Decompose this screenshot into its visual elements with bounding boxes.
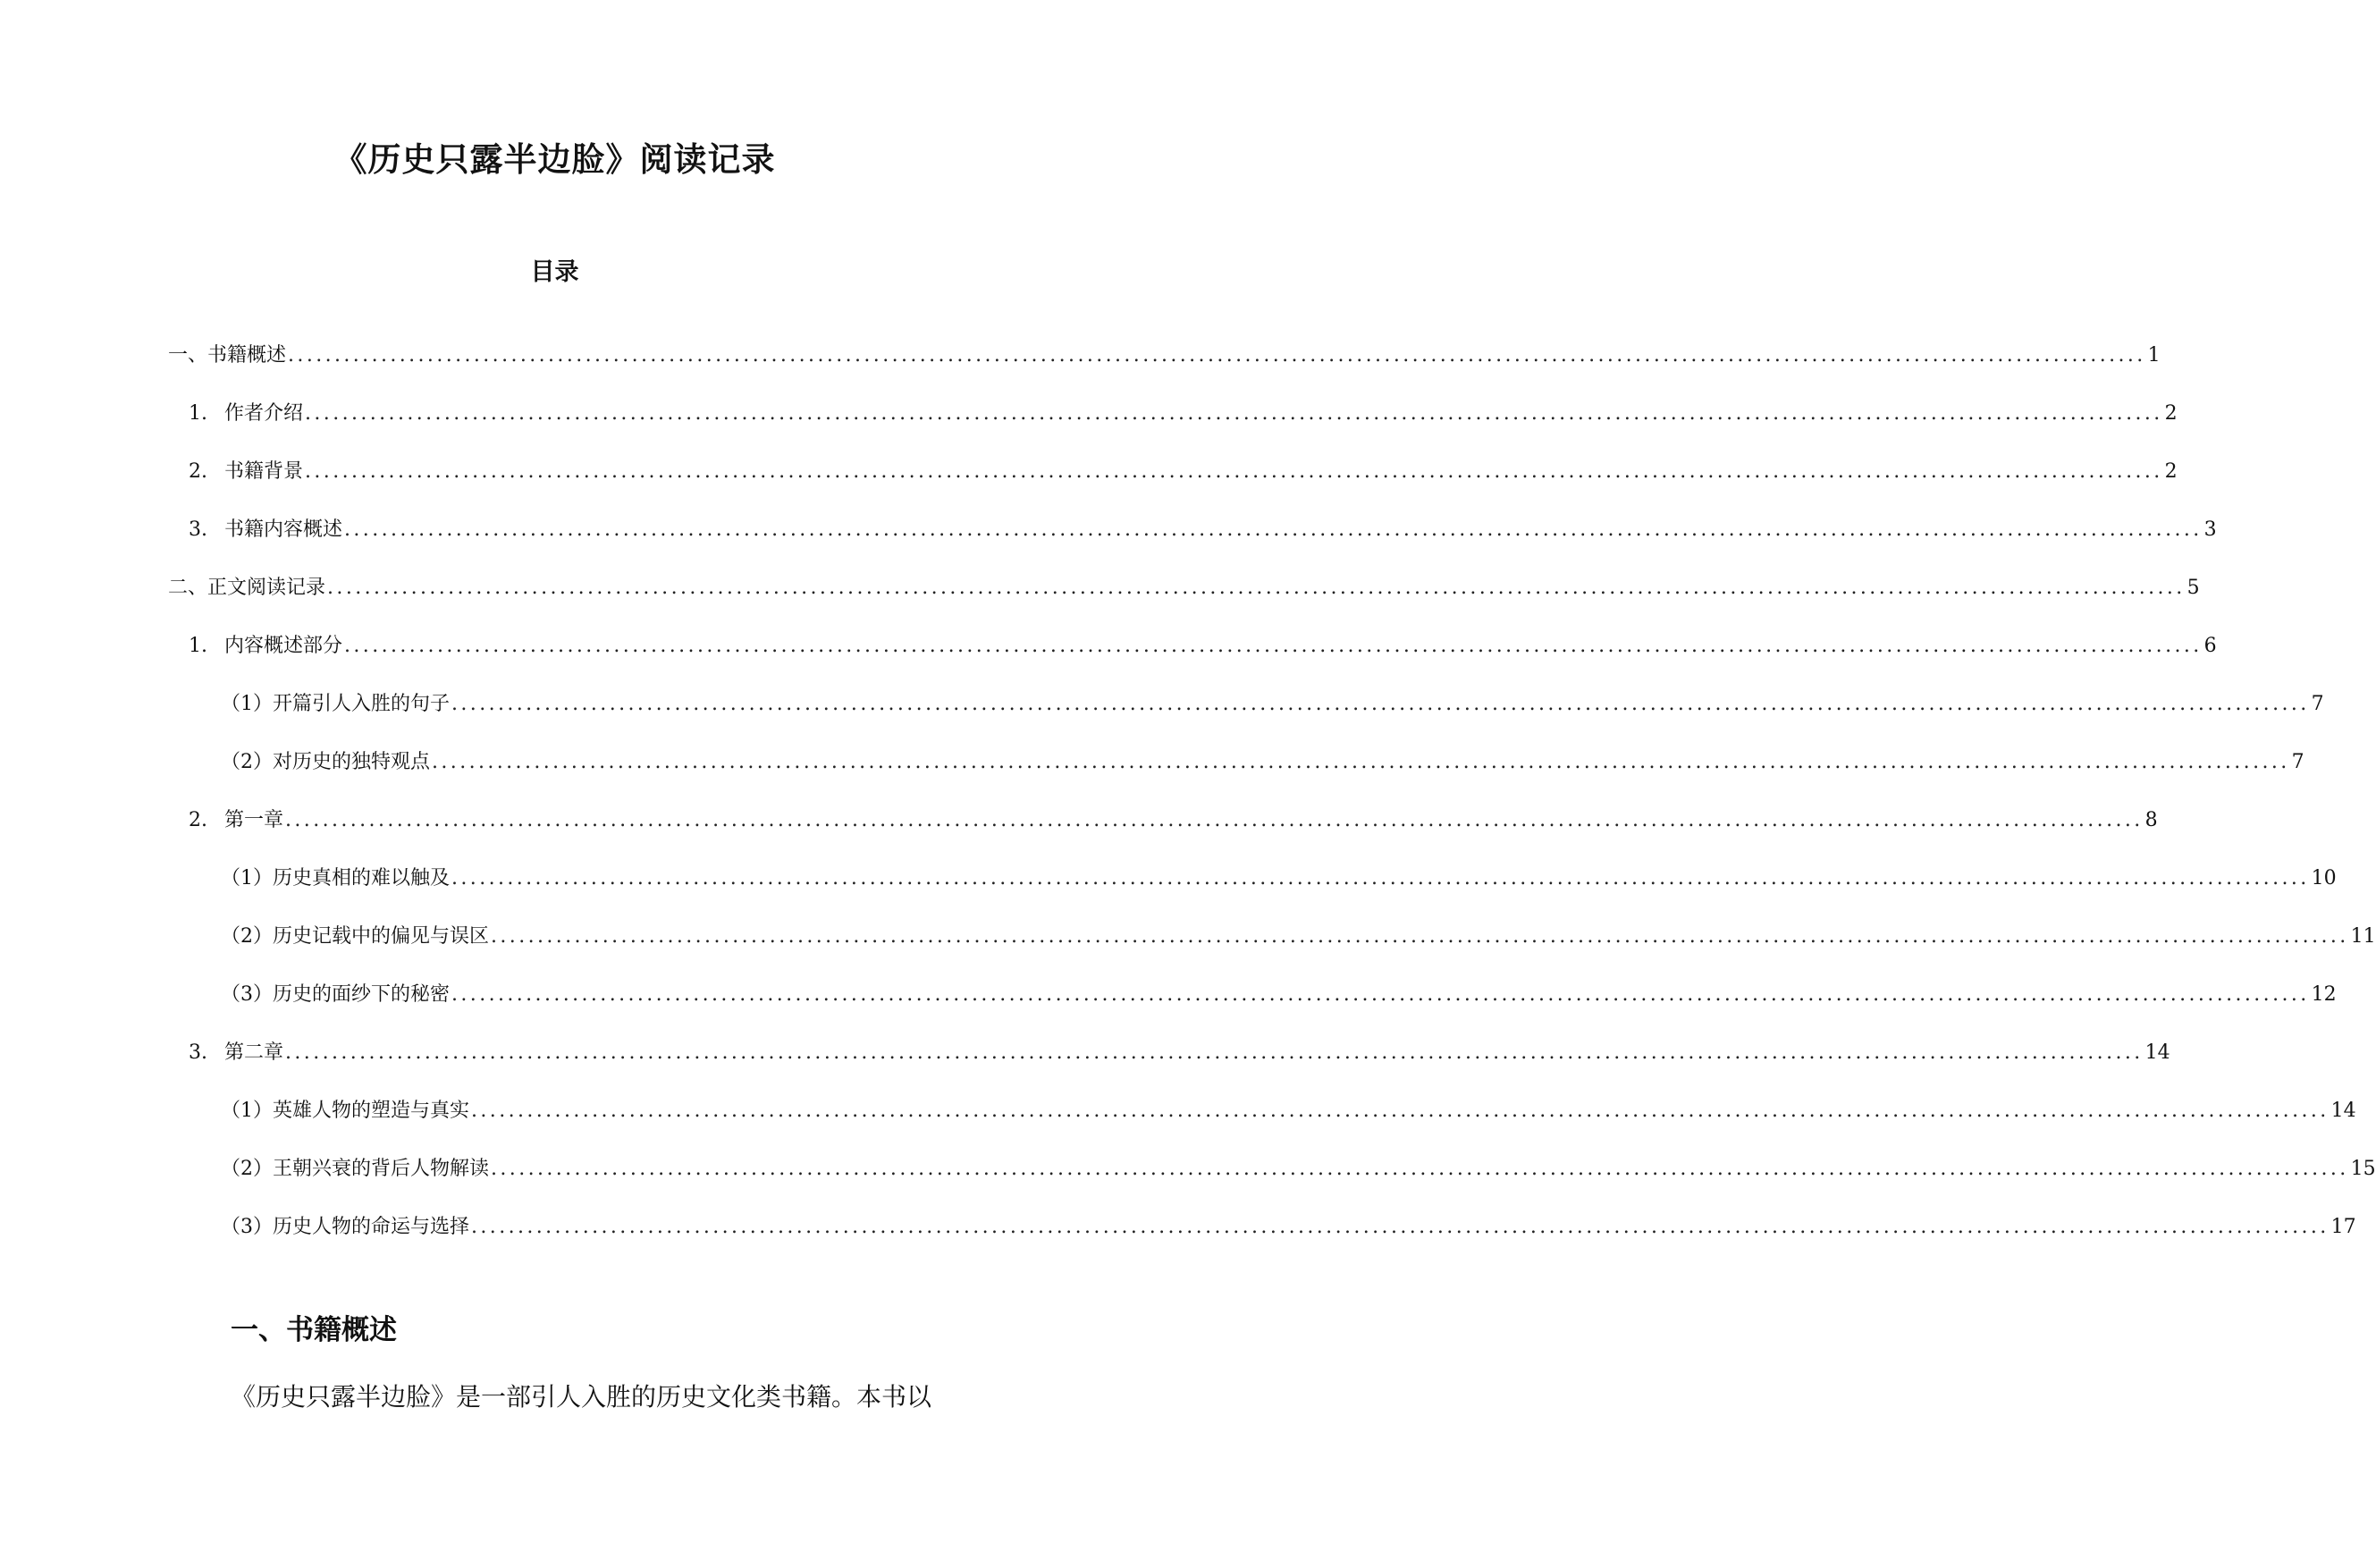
toc-entry-number: （2） — [221, 751, 273, 773]
toc-entry-number: （1） — [221, 693, 273, 715]
toc-entry-label: 书籍内容概述 — [224, 518, 343, 541]
toc-entry-number: 3. — [189, 1041, 207, 1064]
toc-leader-dots: ........................................................................................................................................................................................................ — [327, 577, 2186, 599]
toc-entry-page: 17 — [2330, 1216, 2356, 1238]
toc-entry[interactable] — [189, 806, 2158, 835]
toc-entry[interactable] — [221, 864, 2337, 893]
toc-entry-page: 2 — [2164, 402, 2178, 425]
toc-leader-dots: ........................................................................................................................................................................................................ — [451, 867, 2310, 889]
toc-leader-dots: ........................................................................................................................................................................................................ — [344, 635, 2203, 657]
toc-leader-dots: ........................................................................................................................................................................................................ — [451, 693, 2310, 715]
toc-entry-page: 10 — [2311, 867, 2337, 889]
toc-entry-number: 一、 — [168, 344, 208, 367]
toc-entry-page: 3 — [2203, 518, 2217, 541]
toc-entry-number: （2） — [221, 925, 273, 948]
toc-entry-number: 3. — [189, 518, 207, 541]
toc-entry-number: （1） — [221, 1100, 273, 1122]
toc-entry-page: 11 — [2350, 925, 2376, 948]
toc-entry[interactable] — [221, 690, 2324, 719]
toc-entry-label: 书籍概述 — [207, 344, 287, 367]
toc-entry-label: 英雄人物的塑造与真实 — [273, 1100, 470, 1122]
toc-entry-label: 历史真相的难以触及 — [273, 867, 451, 889]
toc-entry-page: 14 — [2144, 1041, 2170, 1064]
toc-leader-dots: ........................................................................................................................................................................................................ — [305, 402, 2163, 425]
toc-entry-page: 7 — [2291, 751, 2304, 773]
toc-entry-label: 作者介绍 — [224, 402, 304, 425]
toc-entry-page: 7 — [2311, 693, 2324, 715]
toc-entry-page: 5 — [2186, 577, 2200, 599]
toc-entry-label: 开篇引人入胜的句子 — [273, 693, 451, 715]
toc-entry-label: 第二章 — [224, 1041, 284, 1064]
section-heading: 一、书籍概述 — [231, 1314, 397, 1346]
toc-entry-page: 8 — [2144, 809, 2158, 831]
toc-entry-page: 14 — [2330, 1100, 2356, 1122]
body-paragraph: 《历史只露半边脸》是一部引人入胜的历史文化类书籍。本书以 — [231, 1382, 932, 1412]
toc-entry-label: 历史人物的命运与选择 — [273, 1216, 470, 1238]
toc-leader-dots: ........................................................................................................................................................................................................ — [491, 925, 2349, 948]
toc-entry-number: （3） — [221, 1216, 273, 1238]
toc-entry[interactable] — [221, 981, 2337, 1009]
toc-entry-number: （2） — [221, 1158, 273, 1180]
toc-entry[interactable] — [168, 574, 2200, 603]
toc-entry-number: 1. — [189, 635, 207, 657]
toc-entry[interactable] — [221, 748, 2304, 777]
toc-leader-dots: ........................................................................................................................................................................................................ — [344, 518, 2203, 541]
toc-entry[interactable] — [221, 1155, 2376, 1184]
toc-leader-dots: ........................................................................................................................................................................................................ — [491, 1158, 2349, 1180]
toc-entry-number: 2. — [189, 809, 207, 831]
toc-entry-page: 12 — [2311, 983, 2337, 1006]
toc-entry-page: 2 — [2164, 460, 2178, 483]
toc-entry-number: 二、 — [168, 577, 208, 599]
toc-entry-label: 内容概述部分 — [224, 635, 343, 657]
toc-leader-dots: ........................................................................................................................................................................................................ — [451, 983, 2310, 1006]
toc-entry[interactable] — [189, 632, 2217, 661]
toc-entry-number: （1） — [221, 867, 273, 889]
toc-entry-label: 书籍背景 — [224, 460, 304, 483]
toc-entry[interactable] — [221, 1213, 2356, 1242]
toc-heading: 目录 — [530, 258, 579, 286]
toc-leader-dots: ........................................................................................................................................................................................................ — [285, 809, 2144, 831]
toc-entry-label: 历史记载中的偏见与误区 — [273, 925, 490, 948]
toc-entry-page: 15 — [2350, 1158, 2376, 1180]
toc-leader-dots: ........................................................................................................................................................................................................ — [288, 344, 2146, 367]
toc-leader-dots: ........................................................................................................................................................................................................ — [305, 460, 2163, 483]
toc-leader-dots: ........................................................................................................................................................................................................ — [285, 1041, 2144, 1064]
toc-entry[interactable] — [189, 400, 2178, 428]
toc-entry-label: 历史的面纱下的秘密 — [273, 983, 451, 1006]
toc-entry-page: 6 — [2203, 635, 2217, 657]
toc-entry-label: 正文阅读记录 — [207, 577, 326, 599]
toc-entry-number: 1. — [189, 402, 207, 425]
toc-entry-label: 王朝兴衰的背后人物解读 — [273, 1158, 490, 1180]
document-title: 《历史只露半边脸》阅读记录 — [333, 139, 776, 179]
toc-entry[interactable] — [189, 458, 2178, 486]
toc-entry-label: 对历史的独特观点 — [273, 751, 431, 773]
toc-entry-number: （3） — [221, 983, 273, 1006]
toc-leader-dots: ........................................................................................................................................................................................................ — [432, 751, 2290, 773]
toc-entry-page: 1 — [2147, 344, 2161, 367]
toc-entry[interactable] — [168, 341, 2161, 370]
toc-leader-dots: ........................................................................................................................................................................................................ — [471, 1100, 2330, 1122]
toc-entry[interactable] — [221, 923, 2376, 951]
toc-entry-number: 2. — [189, 460, 207, 483]
toc-entry-label: 第一章 — [224, 809, 284, 831]
toc-leader-dots: ........................................................................................................................................................................................................ — [471, 1216, 2330, 1238]
toc-entry[interactable] — [221, 1097, 2356, 1125]
toc-entry[interactable] — [189, 516, 2217, 544]
toc-entry[interactable] — [189, 1039, 2170, 1067]
